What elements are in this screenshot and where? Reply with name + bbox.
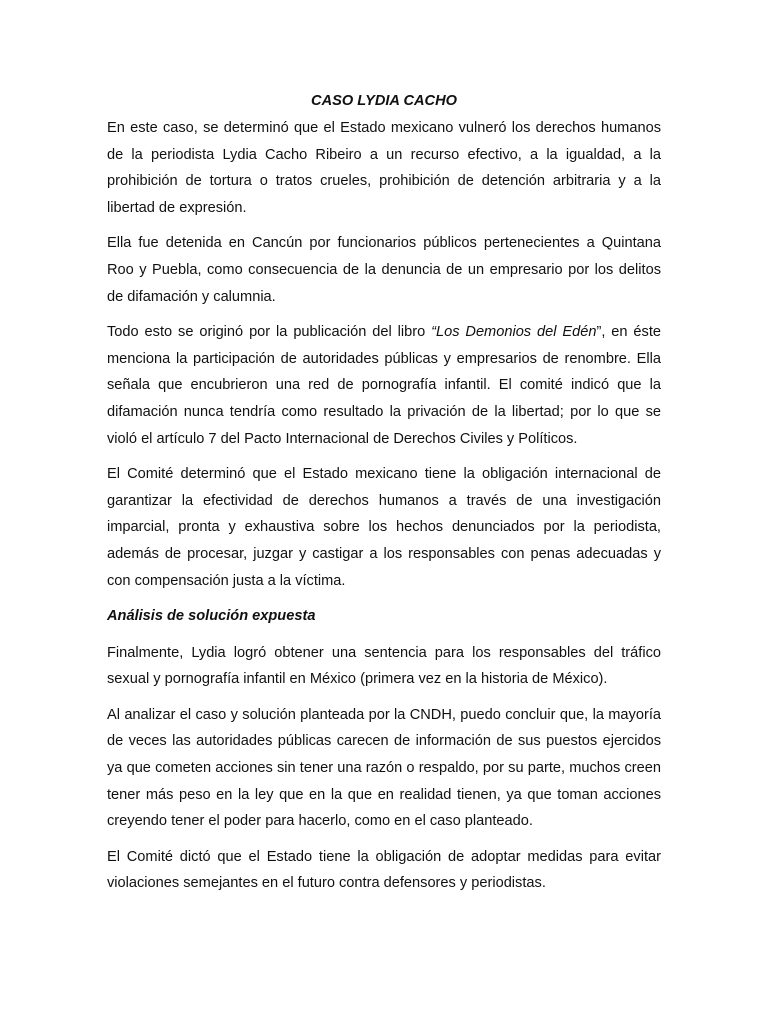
document-page <box>107 88 661 906</box>
book-title: “Los Demonios del Edén <box>431 324 597 341</box>
paragraph-3-text-start: Todo esto se originó por la publicación del libro <box>107 324 432 341</box>
paragraph-2: Ella fue detenida en Cancún por funcionarios públicos pertenecientes a Quintana Roo y Puebla, como consecuencia de la denuncia de un empresario por los delitos de difamación y calumnia. <box>107 235 661 305</box>
paragraph-4: El Comité determinó que el Estado mexicano tiene la obligación internacional de garantizar la efectividad de derechos humanos a través de una investigación imparcial, pronta y exhaustiva sobre los hechos denunciados por la periodista, además de procesar, juzgar y castigar a los responsables con penas adecuadas y con compensación justa a la víctima. <box>107 466 661 589</box>
paragraph-5: Finalmente, Lydia logró obtener una sentencia para los responsables del tráfico sexual y pornografía infantil en México (primera vez en la historia de México). <box>107 644 661 688</box>
paragraph-3-text-end: ”, en éste menciona la participación de autoridades públicas y empresarios de renombre. Ella señala que encubrieron una red de pornografía infantil. El comité indicó que la difamación nunca tendría como resultado la privación de la libertad; por lo que se violó el artículo 7 del Pacto Internacional de Derechos Civiles y Políticos. <box>107 324 662 447</box>
paragraph-3 <box>107 319 661 452</box>
document-title: CASO LYDIA CACHO <box>311 93 457 109</box>
paragraph-6: Al analizar el caso y solución planteada por la CNDH, puedo concluir que, la mayoría de veces las autoridades públicas carecen de información de sus puestos ejercidos ya que cometen acciones sin tener una razón o respaldo, por su parte, muchos creen tener más peso en la ley que en la que en realidad tienen, ya que toman acciones creyendo tener el poder para hacerlo, como en el caso planteado. <box>107 706 661 830</box>
paragraph-1: En este caso, se determinó que el Estado mexicano vulneró los derechos humanos de la periodista Lydia Cacho Ribeiro a un recurso efectivo, a la igualdad, a la prohibición de tortura o tratos crueles, prohibición de detención arbitraria y a la libertad de expresión. <box>107 120 661 216</box>
paragraph-7: El Comité dictó que el Estado tiene la obligación de adoptar medidas para evitar violaciones semejantes en el futuro contra defensores y periodistas. <box>107 848 661 892</box>
section-heading: Análisis de solución expuesta <box>107 608 316 625</box>
